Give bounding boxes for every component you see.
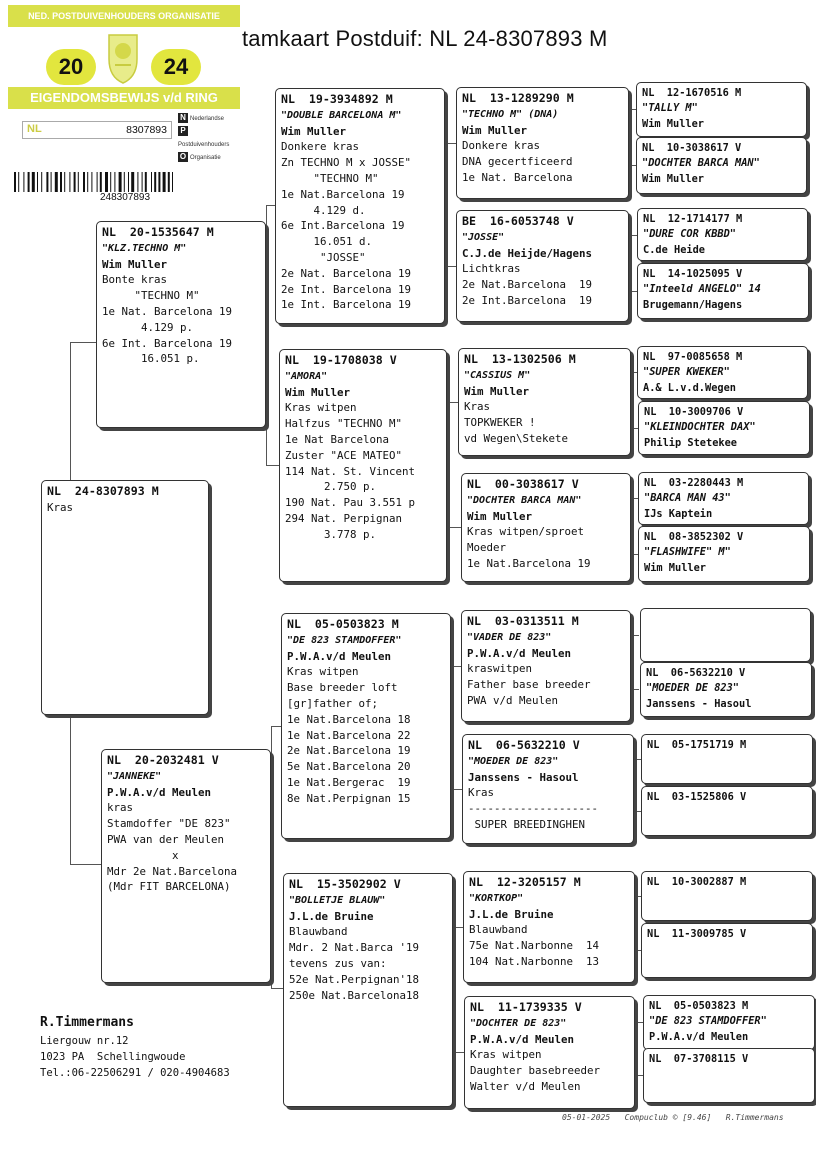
connector-line <box>451 666 461 667</box>
pigeon-card-g10 <box>640 662 812 717</box>
pigeon-detail-line: Lichtkras <box>462 262 521 276</box>
pigeon-name: "JOSSE" <box>462 231 505 243</box>
pigeon-detail-line: tevens zus van: <box>289 956 387 970</box>
breeder-name: P.W.A.v/d Meulen <box>649 1030 749 1043</box>
pigeon-card-g8 <box>638 526 810 582</box>
breeder-name: Philip Stetekee <box>644 436 737 449</box>
pigeon-card-ff <box>275 88 445 324</box>
ring-number: NL 05-0503823 M <box>287 617 399 631</box>
ring-number: NL 12-1670516 M <box>642 87 742 99</box>
pigeon-detail-line: 1e Nat.Barcelona 18 <box>287 712 411 726</box>
pigeon-detail-line: Bonte kras <box>102 273 168 287</box>
pigeon-detail-line: DNA gecertficeerd <box>462 155 573 169</box>
pigeon-card-ffm <box>456 210 629 322</box>
breeder-name: Wim Muller <box>462 123 528 137</box>
ring-number: NL 10-3038617 V <box>642 142 742 154</box>
pigeon-name: "SUPER KWEKER" <box>643 366 730 379</box>
pigeon-card-g1 <box>636 82 807 137</box>
pigeon-name: "DOCHTER BARCA MAN" <box>467 494 582 506</box>
connector-line <box>70 342 71 480</box>
breeder-name: Janssens - Hasoul <box>646 697 752 710</box>
connector-line <box>266 465 279 466</box>
pigeon-detail-line: Stamdoffer "DE 823" <box>107 817 231 831</box>
ring-number: NL 97-0085658 M <box>643 351 743 363</box>
owner-phone: Tel.:06-22506291 / 020-4904683 <box>40 1067 230 1079</box>
connector-line <box>629 235 637 236</box>
pigeon-card-g4 <box>637 263 809 319</box>
pigeon-detail-line: Daughter basebreeder <box>470 1064 601 1078</box>
connector-line <box>453 927 463 928</box>
pigeon-detail-line: Moeder <box>467 541 507 555</box>
pigeon-card-g12 <box>641 786 813 836</box>
breeder-name: C.J.de Heijde/Hagens <box>462 246 593 260</box>
ring-number: NL 07-3708115 V <box>649 1053 749 1065</box>
pigeon-detail-line: 1e Nat.Barcelona 22 <box>287 728 411 742</box>
pigeon-detail-line: 2e Int.Barcelona 19 <box>462 293 593 307</box>
breeder-name: P.W.A.v/d Meulen <box>470 1032 575 1046</box>
badge-ring-number: 8307893 <box>126 124 167 136</box>
connector-line <box>271 726 272 988</box>
pigeon-card-father <box>96 221 266 428</box>
pigeon-detail-line: Kras witpen/sproet <box>467 525 585 539</box>
pigeon-card-subject <box>41 480 209 715</box>
pigeon-name: "FLASHWIFE" M" <box>644 546 731 559</box>
pigeon-card-g2 <box>636 137 807 194</box>
pigeon-card-g16 <box>643 1048 815 1103</box>
pigeon-detail-line: kraswitpen <box>467 662 533 676</box>
pigeon-card-mmm <box>464 996 635 1109</box>
pigeon-name: "DOCHTER BARCA MAN" <box>642 157 760 170</box>
pigeon-name: "TALLY M" <box>642 102 698 115</box>
pigeon-name: "DOUBLE BARCELONA M" <box>281 109 402 121</box>
pigeon-detail-line: 2e Int. Barcelona 19 <box>281 282 412 296</box>
pigeon-detail-line: (Mdr FIT BARCELONA) <box>107 880 231 894</box>
pigeon-detail-line: 1e Int. Barcelona 19 <box>281 298 412 312</box>
breeder-name: Wim Muller <box>642 117 704 130</box>
breeder-name: Wim Muller <box>467 509 533 523</box>
breeder-name: Brugemann/Hagens <box>643 298 743 311</box>
pigeon-name: "KLEINDOCHTER DAX" <box>644 421 756 434</box>
breeder-name: Wim Muller <box>464 384 530 398</box>
page-title: tamkaart Postduif: NL 24-8307893 M <box>242 26 608 51</box>
pigeon-detail-line: Mdr 2e Nat.Barcelona <box>107 864 238 878</box>
barcode-icon <box>14 172 246 194</box>
pigeon-card-g3 <box>637 208 808 261</box>
connector-line <box>447 527 461 528</box>
pigeon-card-g7 <box>638 472 809 525</box>
pigeon-name: "BOLLETJE BLAUW" <box>289 894 386 906</box>
pigeon-detail-line: 2e Nat. Barcelona 19 <box>281 266 412 280</box>
breeder-name: P.W.A.v/d Meulen <box>287 649 392 663</box>
badge-year-right: 24 <box>151 49 201 85</box>
pigeon-detail-line: Kras <box>464 400 491 414</box>
pigeon-detail-line: 250e Nat.Barcelona18 <box>289 988 420 1002</box>
pigeon-detail-line: 8e Nat.Perpignan 15 <box>287 791 411 805</box>
pigeon-name: "DURE COR KBBD" <box>643 228 736 241</box>
pigeon-card-fff <box>456 87 629 199</box>
pigeon-detail-line: 16.051 d. <box>281 235 373 249</box>
pigeon-name: "DOCHTER DE 823" <box>470 1017 567 1029</box>
breeder-name: J.L.de Bruine <box>469 907 554 921</box>
pigeon-detail-line: "TECHNO M" <box>102 289 200 303</box>
connector-line <box>271 726 281 727</box>
pigeon-detail-line: Halfzus "TECHNO M" <box>285 417 403 431</box>
pigeon-detail-line: 104 Nat.Narbonne 13 <box>469 954 600 968</box>
pigeon-detail-line: 6e Int. Barcelona 19 <box>102 336 233 350</box>
pigeon-card-g9 <box>640 608 811 662</box>
pigeon-detail-line: 2.750 p. <box>285 480 377 494</box>
ring-number: NL 19-1708038 V <box>285 353 397 367</box>
pigeon-detail-line: Blauwband <box>289 925 348 939</box>
pigeon-name: "DE 823 STAMDOFFER" <box>649 1015 767 1028</box>
pigeon-card-g14 <box>641 923 813 978</box>
ring-number: NL 19-3934892 M <box>281 92 393 106</box>
owner-city: 1023 PA Schellingwoude <box>40 1051 186 1063</box>
pigeon-detail-line: Mdr. 2 Nat.Barca '19 <box>289 941 420 955</box>
ring-number: NL 05-1751719 M <box>647 739 747 751</box>
pigeon-detail-line: Donkere kras <box>281 140 360 154</box>
badge-org-header: NED. POSTDUIVENHOUDERS ORGANISATIE <box>8 5 240 27</box>
badge-country: NL <box>27 123 42 135</box>
pigeon-card-g11 <box>641 734 813 784</box>
owner-block <box>40 1013 230 1081</box>
pigeon-detail-line: 114 Nat. St. Vincent <box>285 464 416 478</box>
pigeon-name: "AMORA" <box>285 370 328 382</box>
pigeon-detail-line: 4.129 p. <box>102 320 194 334</box>
breeder-name: P.W.A.v/d Meulen <box>107 785 212 799</box>
pigeon-card-mother <box>101 749 271 983</box>
pigeon-detail-line: TOPKWEKER ! <box>464 416 536 430</box>
pigeon-card-g6 <box>638 401 810 455</box>
ring-number: NL 12-3205157 M <box>469 875 581 889</box>
badge-year-left: 20 <box>46 49 96 85</box>
pigeon-detail-line: 190 Nat. Pau 3.551 p <box>285 496 416 510</box>
ring-number: NL 24-8307893 M <box>47 484 159 498</box>
pigeon-detail-line: 6e Int.Barcelona 19 <box>281 219 405 233</box>
pigeon-detail-line: 52e Nat.Perpignan'18 <box>289 972 420 986</box>
ring-number: NL 11-3009785 V <box>647 928 747 940</box>
pigeon-card-fmf <box>458 348 631 456</box>
connector-line <box>635 1022 643 1023</box>
ring-ownership-badge <box>8 5 240 203</box>
pigeon-card-g13 <box>641 871 813 921</box>
connector-line <box>445 266 456 267</box>
ring-number: NL 11-1739335 V <box>470 1000 582 1014</box>
pigeon-name: "TECHNO M" (DNA) <box>462 108 559 120</box>
ring-number: NL 20-1535647 M <box>102 225 214 239</box>
pigeon-detail-line: -------------------- <box>468 802 599 816</box>
pigeon-card-mf <box>281 613 451 839</box>
breeder-name: Janssens - Hasoul <box>468 770 579 784</box>
pigeon-name: "BARCA MAN 43" <box>644 492 731 505</box>
pigeon-detail-line: Father base breeder <box>467 678 591 692</box>
ring-number: NL 06-5632210 V <box>646 667 746 679</box>
breeder-name: P.W.A.v/d Meulen <box>467 646 572 660</box>
pigeon-detail-line: 2e Nat.Barcelona 19 <box>287 744 411 758</box>
ring-number: NL 08-3852302 V <box>644 531 744 543</box>
badge-org-lines: N Nederlandse PPostduivenhouders O Organisatie <box>178 113 230 161</box>
breeder-name: C.de Heide <box>643 243 705 256</box>
connector-line <box>631 635 639 636</box>
ring-number: NL 13-1289290 M <box>462 91 574 105</box>
ring-number: NL 13-1302506 M <box>464 352 576 366</box>
pigeon-detail-line: PWA v/d Meulen <box>467 693 559 707</box>
pigeon-card-mm <box>283 873 453 1107</box>
connector-line <box>70 864 101 865</box>
pigeon-detail-line: Kras witpen <box>287 665 359 679</box>
pigeon-name: "KORTKOP" <box>469 892 524 904</box>
pigeon-card-mmf <box>463 871 635 983</box>
breeder-name: A.& L.v.d.Wegen <box>643 381 736 394</box>
pigeon-detail-line: vd Wegen\Stekete <box>464 431 569 445</box>
pigeon-card-fmm <box>461 473 631 582</box>
connector-line <box>266 205 267 465</box>
pigeon-card-mff <box>461 610 631 722</box>
pigeon-detail-line: 4.129 d. <box>281 203 366 217</box>
connector-line <box>631 689 639 690</box>
ring-number: BE 16-6053748 V <box>462 214 574 228</box>
pigeon-detail-line: kras <box>107 801 134 815</box>
pigeon-detail-line: 1e Nat.Barcelona 19 <box>281 187 405 201</box>
pigeon-detail-line: 5e Nat.Barcelona 20 <box>287 760 411 774</box>
ring-number: NL 03-1525806 V <box>647 791 747 803</box>
ring-number: NL 15-3502902 V <box>289 877 401 891</box>
pigeon-detail-line: 1e Nat.Bergerac 19 <box>287 775 411 789</box>
pigeon-name: "Inteeld ANGELO" 14 <box>643 283 761 296</box>
badge-org-line: Postduivenhouders <box>178 142 230 148</box>
ring-number: NL 06-5632210 V <box>468 738 580 752</box>
ring-number: NL 20-2032481 V <box>107 753 219 767</box>
pigeon-detail-line: Blauwband <box>469 923 528 937</box>
pigeon-card-fm <box>279 349 447 582</box>
pigeon-detail-line: "JOSSE" <box>281 250 366 264</box>
barcode-number: 248307893 <box>100 192 151 203</box>
owner-street: Liergouw nr.12 <box>40 1035 129 1047</box>
ring-number: NL 12-1714177 M <box>643 213 743 225</box>
pigeon-detail-line: "TECHNO M" <box>281 171 379 185</box>
connector-line <box>271 988 283 989</box>
owner-name: R.Timmermans <box>40 1015 134 1030</box>
pigeon-detail-line: 1e Nat. Barcelona <box>462 170 573 184</box>
ring-number: NL 03-0313511 M <box>467 614 579 628</box>
ring-number: NL 10-3002887 M <box>647 876 747 888</box>
pigeon-detail-line: PWA van der Meulen <box>107 832 225 846</box>
pigeon-detail-line: x <box>107 848 179 862</box>
ring-number: NL 14-1025095 V <box>643 268 743 280</box>
pigeon-card-mfm <box>462 734 634 844</box>
pigeon-name: "JANNEKE" <box>107 770 162 782</box>
pigeon-detail-line: Kras witpen <box>285 401 357 415</box>
footer-credit: 05-01-2025 Compuclub © [9.46] R.Timmermans <box>562 1113 784 1122</box>
pigeon-card-g5 <box>637 346 808 399</box>
breeder-name: Wim Muller <box>642 172 704 185</box>
connector-line <box>453 1052 464 1053</box>
connector-line <box>266 205 275 206</box>
pigeon-detail-line: Kras witpen <box>470 1048 542 1062</box>
pigeon-card-g15 <box>643 995 815 1050</box>
breeder-name: Wim Muller <box>644 561 706 574</box>
breeder-name: Wim Muller <box>281 124 347 138</box>
ring-number: NL 10-3009706 V <box>644 406 744 418</box>
ring-number: NL 05-0503823 M <box>649 1000 749 1012</box>
pigeon-name: "CASSIUS M" <box>464 369 531 381</box>
pigeon-detail-line: 2e Nat.Barcelona 19 <box>462 278 593 292</box>
badge-band-text: EIGENDOMSBEWIJS v/d RING <box>8 87 240 109</box>
connector-line <box>635 1075 643 1076</box>
pigeon-detail-line: 3.778 p. <box>285 527 377 541</box>
breeder-name: J.L.de Bruine <box>289 909 374 923</box>
connector-line <box>447 402 458 403</box>
breeder-name: IJs Kaptein <box>644 507 713 520</box>
pigeon-detail-line: 1e Nat Barcelona <box>285 432 390 446</box>
connector-line <box>70 342 96 343</box>
connector-line <box>70 715 71 865</box>
pigeon-detail-line: 294 Nat. Perpignan <box>285 511 403 525</box>
pigeon-detail-line: Walter v/d Meulen <box>470 1079 581 1093</box>
pigeon-name: "MOEDER DE 823" <box>646 682 739 695</box>
pigeon-detail-line: 1e Nat. Barcelona 19 <box>102 304 233 318</box>
pigeon-detail-line: 16.051 p. <box>102 352 200 366</box>
pigeon-detail-line: Zn TECHNO M x JOSSE" <box>281 156 412 170</box>
pigeon-detail-line: Donkere kras <box>462 139 541 153</box>
breeder-name: Wim Muller <box>102 257 168 271</box>
connector-line <box>629 291 637 292</box>
pigeon-detail-line: 75e Nat.Narbonne 14 <box>469 939 600 953</box>
crest-icon <box>103 29 143 85</box>
pigeon-detail-line: [gr]father of; <box>287 696 379 710</box>
badge-ring-field <box>22 121 172 139</box>
pigeon-name: "MOEDER DE 823" <box>468 755 559 767</box>
pigeon-name: "VADER DE 823" <box>467 631 552 643</box>
badge-org-line: Nederlandse <box>190 116 225 122</box>
pigeon-name: "DE 823 STAMDOFFER" <box>287 634 402 646</box>
pigeon-detail-line: Kras <box>468 786 495 800</box>
pigeon-detail-line: SUPER BREEDINGHEN <box>468 817 586 831</box>
pigeon-detail-line: 1e Nat.Barcelona 19 <box>467 556 591 570</box>
ring-number: NL 03-2280443 M <box>644 477 744 489</box>
pigeon-detail-line: Zuster "ACE MATEO" <box>285 448 403 462</box>
pigeon-detail-line: Base breeder loft <box>287 681 398 695</box>
connector-line <box>451 789 462 790</box>
pigeon-name: "KLZ.TECHNO M" <box>102 242 187 254</box>
pigeon-detail-line: Kras <box>47 500 74 514</box>
connector-line <box>445 143 456 144</box>
breeder-name: Wim Muller <box>285 385 351 399</box>
badge-org-line: Organisatie <box>190 155 221 161</box>
ring-number: NL 00-3038617 V <box>467 477 579 491</box>
